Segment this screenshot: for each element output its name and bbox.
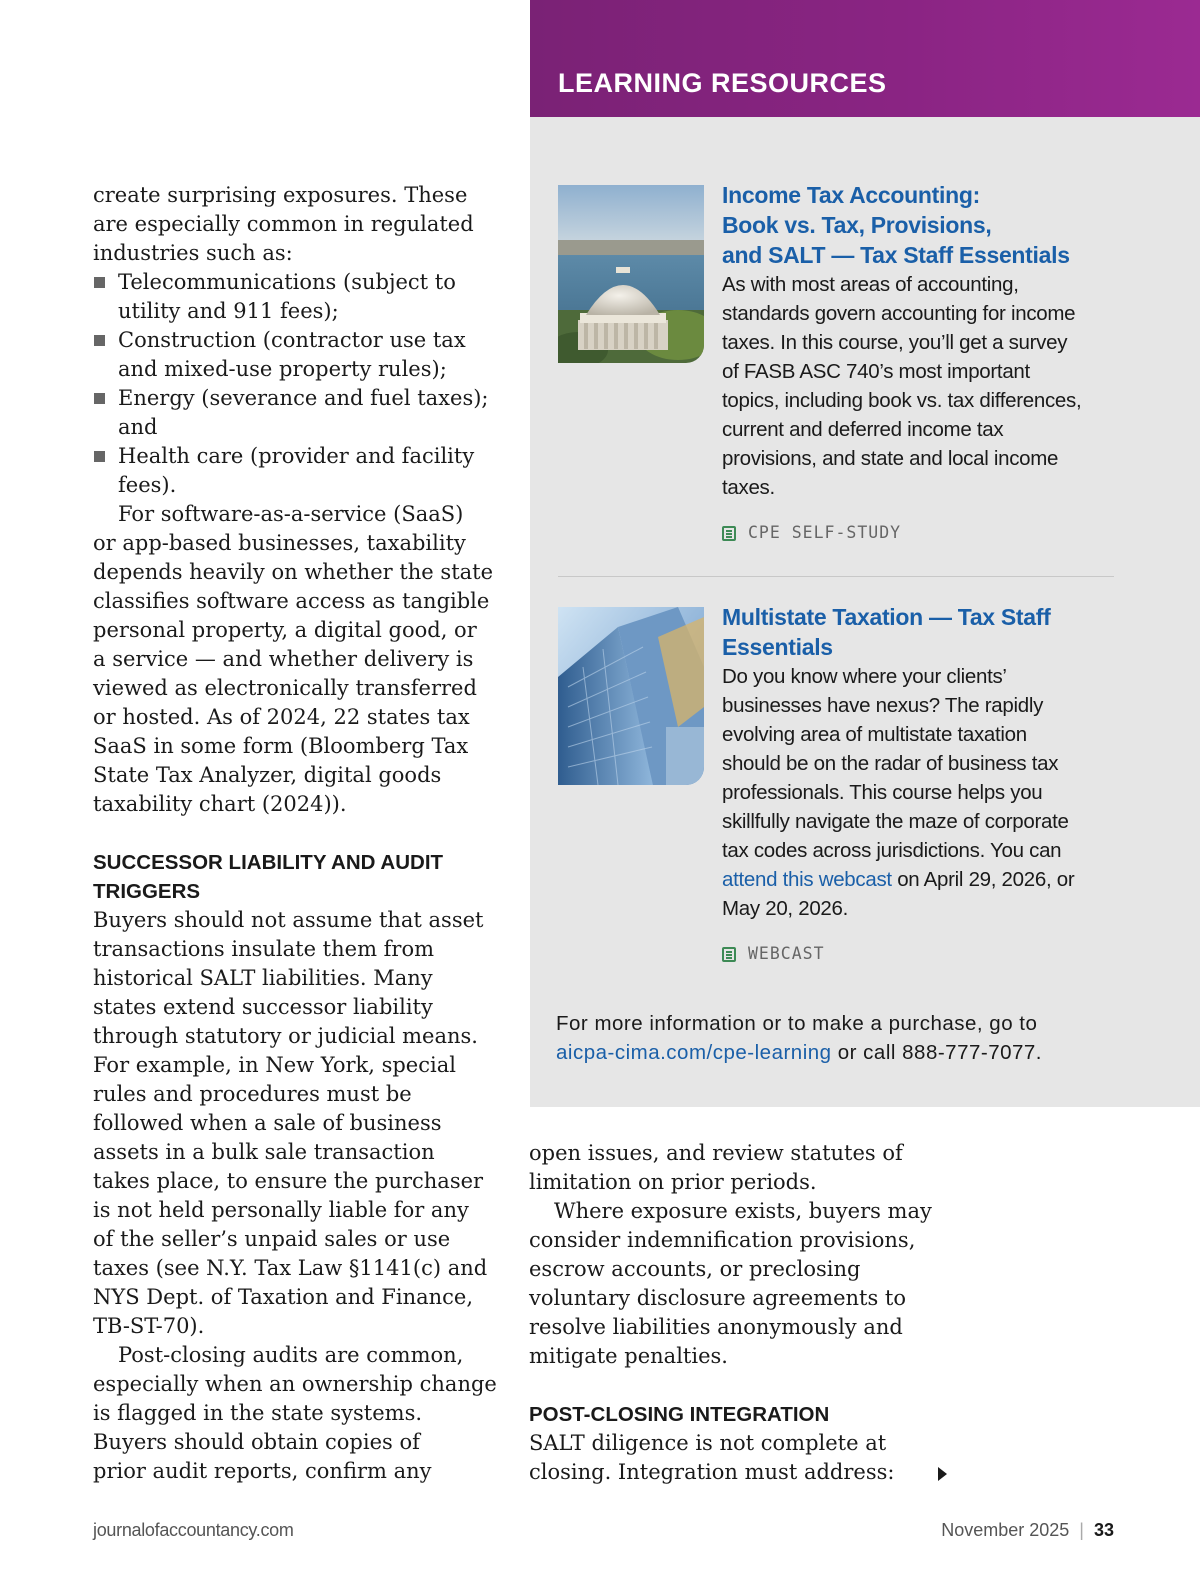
list-icon <box>722 947 736 962</box>
body-line: State Tax Analyzer, digital goods <box>93 763 442 787</box>
bullet-item <box>93 384 513 442</box>
body-line: taxes (see N.Y. Tax Law §1141(c) and <box>93 1256 488 1280</box>
bullet-item <box>93 326 513 384</box>
list-icon <box>722 526 736 541</box>
bullet-line: utility and 911 fees); <box>118 299 339 323</box>
desc-line: should be on the radar of business tax <box>722 752 1059 775</box>
course-type-webcast <box>722 944 825 964</box>
page-footer-info <box>941 1518 1114 1542</box>
course-title-line[interactable]: Book vs. Tax, Provisions, <box>722 212 992 238</box>
desc-line-with-link <box>722 865 1122 894</box>
bullet-line: and <box>118 415 158 439</box>
site-url: journalofaccountancy.com <box>93 1520 294 1540</box>
purchase-info <box>556 1009 1156 1067</box>
learning-resources-title: LEARNING RESOURCES <box>558 68 887 98</box>
body-line: takes place, to ensure the purchaser <box>93 1169 484 1193</box>
body-line: industries such as: <box>93 241 293 265</box>
body-line: states extend successor liability <box>93 995 433 1019</box>
bullet-line: Construction (contractor use tax <box>118 328 466 352</box>
learning-resources-header <box>530 0 1200 117</box>
desc-line: As with most areas of accounting, <box>722 273 1019 296</box>
right-column <box>529 1139 949 1487</box>
body-line: classifies software access as tangible <box>93 589 490 613</box>
attend-webcast-link[interactable]: attend this webcast <box>722 868 892 891</box>
body-line: taxability chart (2024)). <box>93 792 347 816</box>
cpe-learning-link[interactable]: aicpa-cima.com/cpe-learning <box>556 1041 832 1064</box>
body-line: SaaS in some form (Bloomberg Tax <box>93 734 469 758</box>
body-line: rules and procedures must be <box>93 1082 412 1106</box>
body-line: prior audit reports, confirm any <box>93 1459 432 1483</box>
purchase-info-line-2 <box>556 1038 1156 1067</box>
desc-line: skillfully navigate the maze of corporate <box>722 810 1069 833</box>
desc-after-link: on April 29, 2026, or <box>891 868 1075 891</box>
course-type-label: WEBCAST <box>748 944 825 963</box>
desc-line: of FASB ASC 740’s most important <box>722 360 1030 383</box>
body-line: historical SALT liabilities. Many <box>93 966 433 990</box>
body-line: limitation on prior periods. <box>529 1170 817 1194</box>
body-line: open issues, and review statutes of <box>529 1141 903 1165</box>
body-line: For example, in New York, special <box>93 1053 456 1077</box>
body-line: depends heavily on whether the state <box>93 560 494 584</box>
section-heading-successor-2: TRIGGERS <box>93 880 201 903</box>
body-line: a service — and whether delivery is <box>93 647 474 671</box>
desc-line: businesses have nexus? The rapidly <box>722 694 1044 717</box>
desc-line: Do you know where your clients’ <box>722 665 1007 688</box>
jefferson-memorial-photo[interactable] <box>558 185 704 363</box>
body-line: through statutory or judicial means. <box>93 1024 478 1048</box>
course-type-label: CPE SELF-STUDY <box>748 523 902 542</box>
desc-line: current and deferred income tax <box>722 418 1004 441</box>
course-title-multistate[interactable] <box>722 602 1142 662</box>
body-line: NYS Dept. of Taxation and Finance, <box>93 1285 474 1309</box>
body-line: or hosted. As of 2024, 22 states tax <box>93 705 470 729</box>
bullet-item <box>93 268 513 326</box>
bullet-line: fees). <box>118 473 177 497</box>
course-title-line[interactable]: and SALT — Tax Staff Essentials <box>722 242 1070 268</box>
body-line: Buyers should obtain copies of <box>93 1430 420 1454</box>
body-line: is not held personally liable for any <box>93 1198 469 1222</box>
bullet-line: and mixed-use property rules); <box>118 357 447 381</box>
spacer <box>529 1371 949 1400</box>
bullet-line: Telecommunications (subject to <box>118 270 456 294</box>
desc-line: May 20, 2026. <box>722 897 849 920</box>
desc-line: topics, including book vs. tax differences, <box>722 389 1082 412</box>
body-line: personal property, a digital good, or <box>93 618 477 642</box>
desc-line: standards govern accounting for income <box>722 302 1076 325</box>
body-line: Buyers should not assume that asset <box>93 908 484 932</box>
body-line: or app-based businesses, taxability <box>93 531 466 555</box>
course-type-self-study <box>722 523 901 543</box>
bullet-square-icon <box>94 451 105 462</box>
desc-line: tax codes across jurisdictions. You can <box>722 839 1062 862</box>
section-heading-integration: POST-CLOSING INTEGRATION <box>529 1403 830 1426</box>
left-column <box>93 181 513 1486</box>
course-divider <box>558 576 1114 577</box>
bullet-line: Health care (provider and facility <box>118 444 475 468</box>
body-line: escrow accounts, or preclosing <box>529 1257 861 1281</box>
body-line: create surprising exposures. These <box>93 183 468 207</box>
body-line: transactions insulate them from <box>93 937 435 961</box>
learning-resources-panel <box>530 117 1200 1107</box>
section-heading-successor: SUCCESSOR LIABILITY AND AUDIT <box>93 851 444 874</box>
bullet-item <box>93 442 513 500</box>
course-title-income-tax[interactable] <box>722 180 1142 270</box>
course-title-line[interactable]: Essentials <box>722 634 833 660</box>
phone-text: or call 888-777-7077. <box>831 1041 1042 1064</box>
body-line: are especially common in regulated <box>93 212 474 236</box>
body-line: Where exposure exists, buyers may <box>554 1199 932 1223</box>
glass-skyscraper-photo[interactable] <box>558 607 704 785</box>
body-line: especially when an ownership change <box>93 1372 497 1396</box>
body-line: closing. Integration must address: <box>529 1460 895 1484</box>
course-description-income-tax <box>722 270 1122 502</box>
desc-line: professionals. This course helps you <box>722 781 1043 804</box>
body-line: SALT diligence is not complete at <box>529 1431 887 1455</box>
bullet-line: Energy (severance and fuel taxes); <box>118 386 489 410</box>
course-title-line[interactable]: Multistate Taxation — Tax Staff <box>722 604 1051 630</box>
body-line: For software-as-a-service (SaaS) <box>118 502 464 526</box>
body-line: TB-ST-70). <box>93 1314 205 1338</box>
bullet-square-icon <box>94 277 105 288</box>
purchase-info-line: For more information or to make a purchase, go to <box>556 1012 1038 1035</box>
body-line: followed when a sale of business <box>93 1111 442 1135</box>
page-number: 33 <box>1093 1520 1114 1540</box>
body-line: resolve liabilities anonymously and <box>529 1315 903 1339</box>
continue-arrow-icon <box>938 1467 947 1481</box>
body-line: mitigate penalties. <box>529 1344 728 1368</box>
body-line: Post-closing audits are common, <box>118 1343 464 1367</box>
body-line: viewed as electronically transferred <box>93 676 477 700</box>
course-title-line[interactable]: Income Tax Accounting: <box>722 182 980 208</box>
spacer <box>93 819 513 848</box>
desc-line: taxes. In this course, you’ll get a survey <box>722 331 1068 354</box>
desc-line: taxes. <box>722 476 775 499</box>
footer-separator: | <box>1079 1520 1084 1540</box>
body-line: consider indemnification provisions, <box>529 1228 916 1252</box>
body-line: of the seller’s unpaid sales or use <box>93 1227 451 1251</box>
body-line: is flagged in the state systems. <box>93 1401 423 1425</box>
desc-line: provisions, and state and local income <box>722 447 1059 470</box>
bullet-square-icon <box>94 393 105 404</box>
bullet-square-icon <box>94 335 105 346</box>
course-description-multistate <box>722 662 1122 923</box>
issue-date: November 2025 <box>941 1520 1070 1540</box>
desc-line: evolving area of multistate taxation <box>722 723 1027 746</box>
body-line: voluntary disclosure agreements to <box>529 1286 907 1310</box>
body-line: assets in a bulk sale transaction <box>93 1140 435 1164</box>
